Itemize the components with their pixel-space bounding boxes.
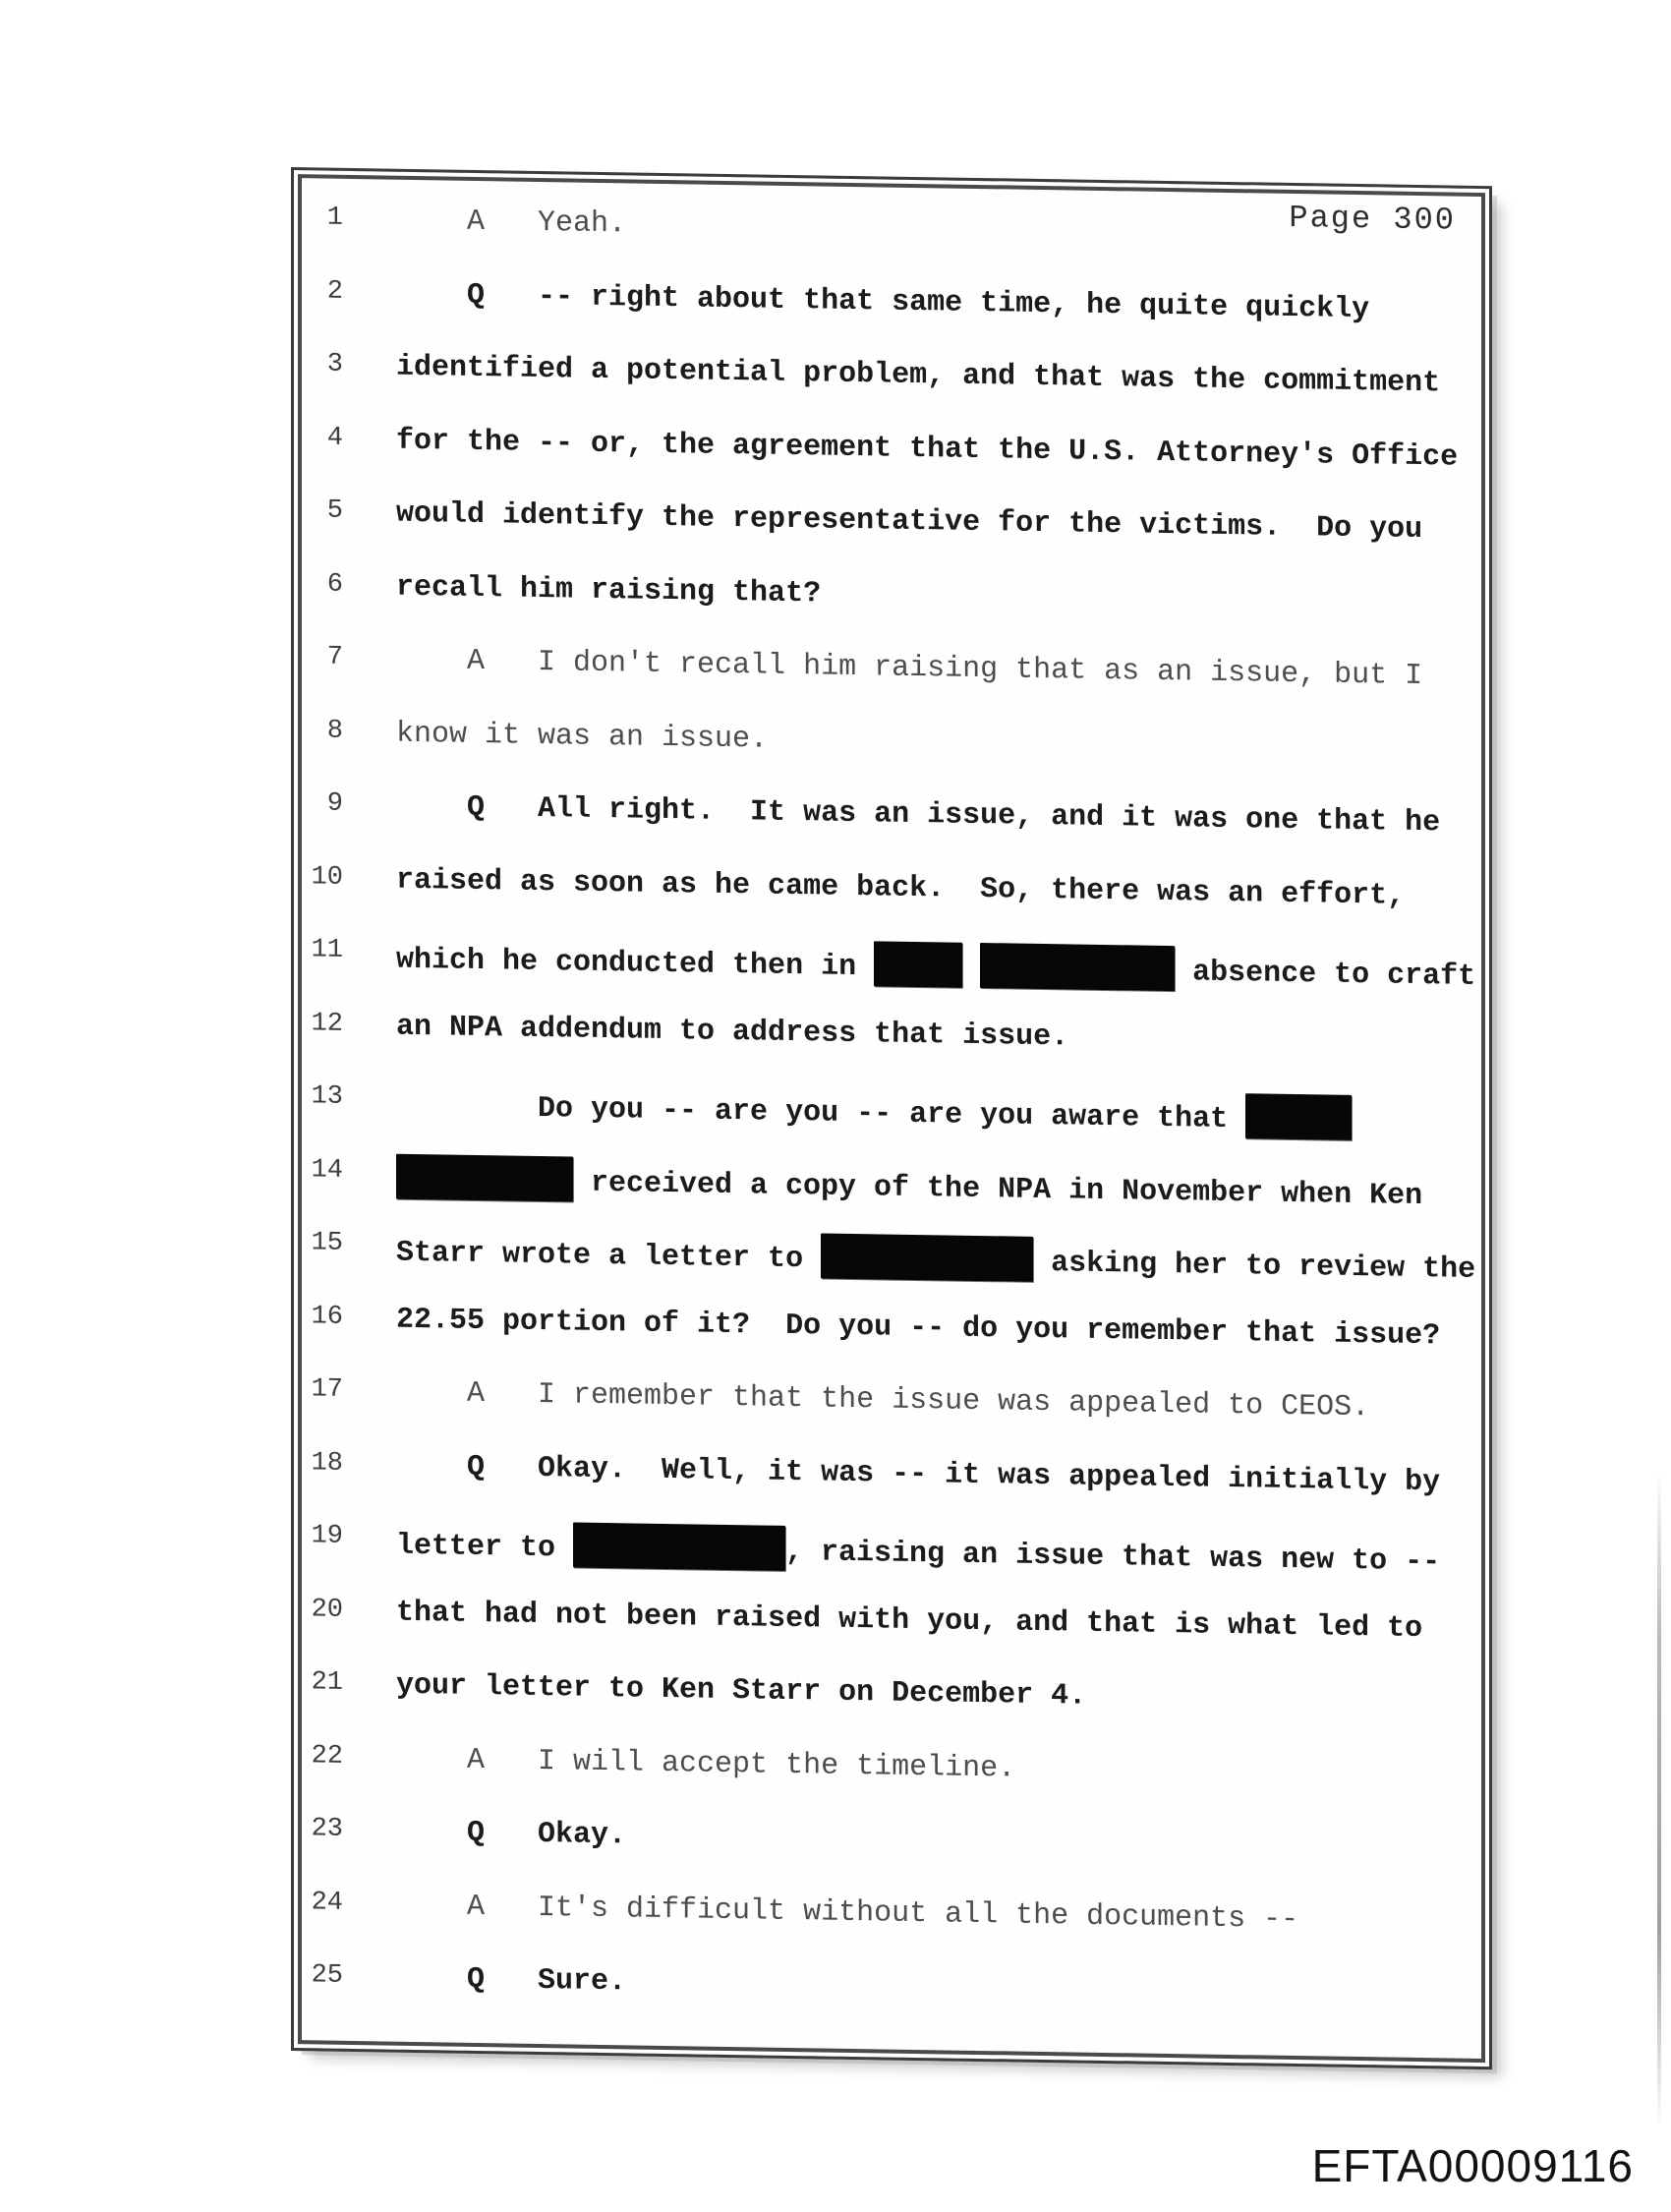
transcript-line: [294, 1445, 1489, 1507]
line-number: 13: [311, 1081, 343, 1112]
transcript-line: [294, 1152, 1489, 1214]
transcript-line: [294, 1299, 1489, 1361]
transcript-line: [294, 200, 1489, 262]
line-text: Q Sure.: [396, 1961, 627, 2000]
transcript-line: [294, 1957, 1489, 2019]
line-text: letter to , raising an issue that was new to --: [396, 1520, 1440, 1583]
transcript-line: [294, 1811, 1489, 1873]
redaction-box: [821, 1233, 1033, 1281]
line-number: 17: [311, 1374, 343, 1405]
line-number: 8: [326, 716, 343, 746]
line-text: your letter to Ken Starr on December 4.: [396, 1668, 1087, 1714]
line-number: 6: [326, 569, 343, 600]
line-number: 18: [311, 1447, 343, 1479]
line-number: 24: [311, 1887, 343, 1918]
line-text: A I don't recall him raising that as an issue, but I: [396, 643, 1423, 694]
line-number: 7: [326, 642, 343, 672]
transcript-line: [294, 713, 1489, 775]
line-text: Starr wrote a letter to asking her to review the: [396, 1227, 1475, 1290]
transcript-line: [294, 859, 1489, 921]
transcript-line: [294, 1518, 1489, 1580]
transcript-line: [294, 420, 1489, 482]
transcript-line: [294, 786, 1489, 847]
line-number: 16: [311, 1301, 343, 1332]
line-number: 10: [311, 861, 343, 893]
line-text: 22.55 portion of it? Do you -- do you remember that issue?: [396, 1303, 1441, 1353]
line-text: would identify the representative for the victims. Do you: [396, 496, 1423, 548]
transcript-line: [294, 1885, 1489, 1947]
transcript-line: [294, 932, 1489, 994]
line-number: 22: [311, 1740, 343, 1772]
page-number-label: Page 300: [1289, 199, 1456, 239]
line-text: an NPA addendum to address that issue.: [396, 1010, 1069, 1054]
line-text: received a copy of the NPA in November when Ken: [396, 1153, 1422, 1215]
bates-number: EFTA00009116: [1311, 2140, 1634, 2191]
line-number: 25: [311, 1960, 343, 1991]
line-number: 20: [311, 1594, 343, 1625]
line-text: A It's difficult without all the documents --: [396, 1889, 1299, 1937]
transcript-line: [294, 273, 1489, 335]
transcript-line: [294, 493, 1489, 554]
transcript-line: [294, 1592, 1489, 1654]
line-text: A I will accept the timeline.: [396, 1742, 1016, 1786]
line-number: 19: [311, 1521, 343, 1551]
line-number: 23: [311, 1814, 343, 1844]
line-text: A I remember that the issue was appealed to CEOS.: [396, 1375, 1370, 1426]
line-text: Q Okay. Well, it was -- it was appealed initially by: [396, 1449, 1441, 1499]
line-number: 21: [311, 1667, 343, 1698]
transcript-line: [294, 1006, 1489, 1068]
redaction-box: [874, 941, 962, 987]
redaction-box: [1245, 1093, 1352, 1140]
line-text: Q -- right about that same time, he quite quickly: [396, 277, 1370, 326]
transcript-line: [294, 1078, 1489, 1140]
redaction-box: [396, 1153, 573, 1201]
scan-artifact-line: [1657, 1470, 1661, 2128]
line-text: raised as soon as he came back. So, there was an effort,: [396, 863, 1406, 913]
transcript-page: [291, 167, 1492, 2069]
line-text: identified a potential problem, and that was the commitment: [396, 350, 1441, 401]
line-number: 14: [311, 1154, 343, 1186]
redaction-box: [573, 1523, 785, 1571]
line-text: Q Okay.: [396, 1815, 627, 1853]
transcript-line: [294, 346, 1489, 408]
line-number: 9: [326, 788, 343, 819]
transcript-line: [294, 1664, 1489, 1726]
transcript-body: [294, 170, 1489, 2066]
line-number: 12: [311, 1008, 343, 1039]
line-text: Q All right. It was an issue, and it was one that he: [396, 789, 1441, 841]
redaction-box: [980, 943, 1175, 991]
line-text: for the -- or, the agreement that the U.S. Attorney's Office: [396, 424, 1459, 475]
transcript-line: [294, 566, 1489, 628]
line-number: 4: [326, 423, 343, 453]
line-number: 2: [326, 276, 343, 307]
line-text: know it was an issue.: [396, 717, 769, 757]
transcript-line: [294, 639, 1489, 701]
line-text: that had not been raised with you, and that is what led to: [396, 1596, 1423, 1646]
line-number: 11: [311, 935, 343, 965]
line-number: 3: [326, 349, 343, 379]
line-number: 15: [311, 1228, 343, 1258]
line-number: 1: [326, 203, 343, 233]
transcript-line: [294, 1225, 1489, 1287]
transcript-line: [294, 1371, 1489, 1433]
transcript-line: [294, 1738, 1489, 1800]
line-text: A Yeah.: [396, 204, 627, 242]
line-text: which he conducted then in absence to craft: [396, 934, 1475, 997]
line-text: recall him raising that?: [396, 570, 822, 611]
line-text: Do you -- are you -- are you aware that: [396, 1080, 1352, 1141]
line-number: 5: [326, 495, 343, 526]
